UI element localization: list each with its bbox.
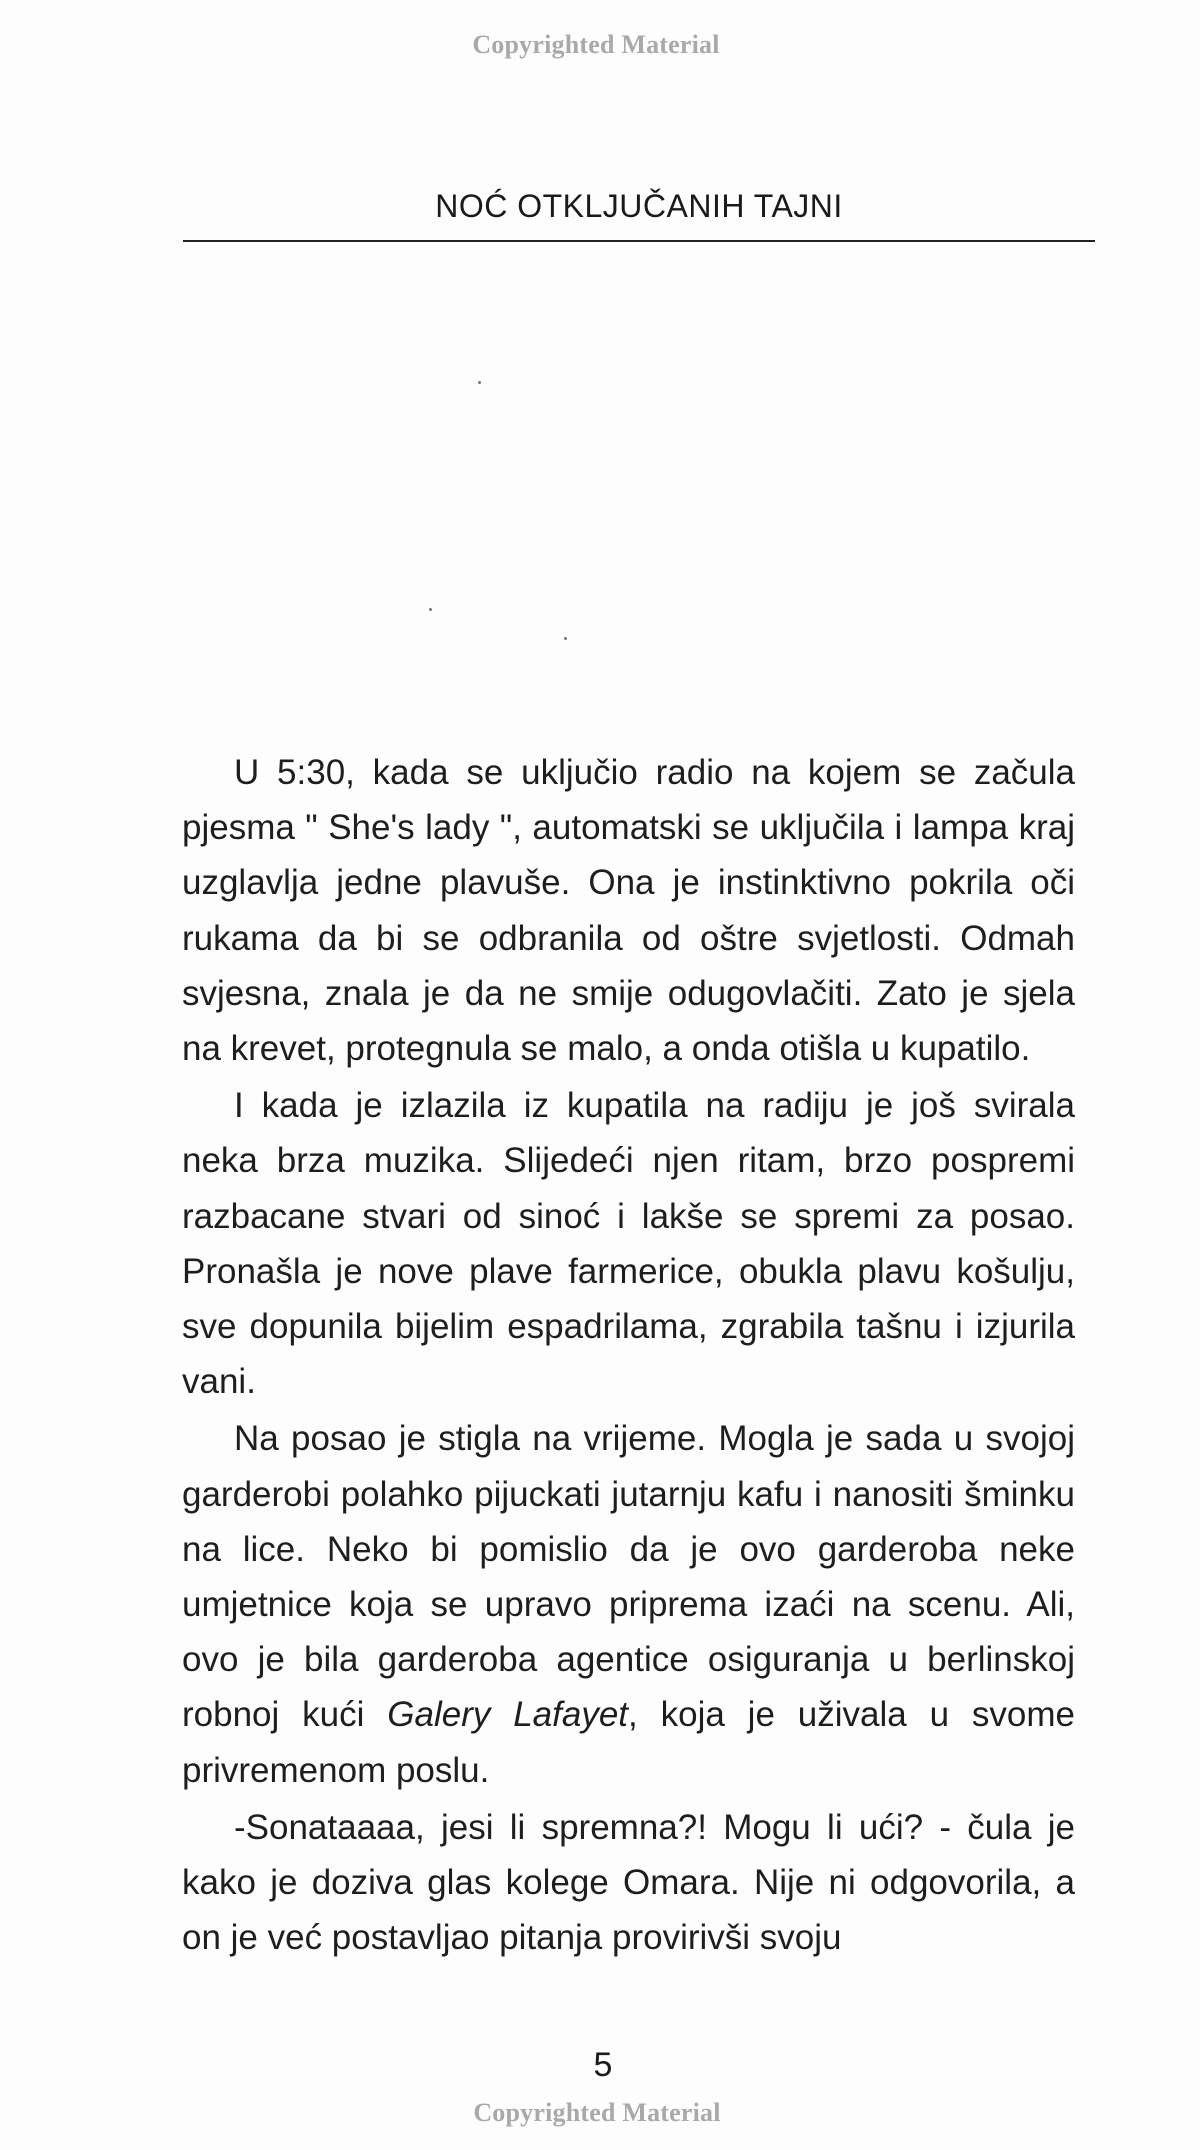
copyright-watermark-top: Copyrighted Material: [472, 30, 720, 59]
store-name-italic: Galery Lafayet: [387, 1695, 629, 1735]
chapter-body: [182, 745, 1075, 1965]
paragraph-2: I kada je izlazila iz kupatila na radiju je još svirala neka brza muzika. Slijedeći njen ritam, brzo pospremi razbacane stvari od sinoć i lakše se spremi za posao. Pronašla je nove plave farmerice, obukla plavu košulju, sve dopunila bijelim espadrilama, zgrabila tašnu i izjurila vani.: [182, 1086, 1075, 1402]
paragraph-3: [182, 1411, 1075, 1797]
page-number: 5: [593, 2046, 613, 2084]
scan-speck: [429, 608, 432, 611]
paragraph-4: -Sonataaaa, jesi li spremna?! Mogu li ući? - čula je kako je doziva glas kolege Omara. Nije ni odgovorila, a on je već postavljao pitanja provirivši svoju: [182, 1807, 1075, 1958]
scan-speck: [478, 381, 481, 384]
scan-speck: [564, 637, 567, 640]
running-head-title: NOĆ OTKLJUČANIH TAJNI: [435, 188, 843, 224]
header-rule: [183, 240, 1095, 242]
paragraph-1: U 5:30, kada se uključio radio na kojem se začula pjesma " She's lady ", automatski se uključila i lampa kraj uzglavlja jedne plavuše. Ona je instinktivno pokrila oči rukama da bi se odbranila od oštre svjetlosti. Odmah svjesna, znala je da ne smije odugovlačiti. Zato je sjela na krevet, protegnula se malo, a onda otišla u kupatilo.: [182, 753, 1075, 1069]
paragraph-3-text-before: Na posao je stigla na vrijeme. Mogla je sada u svojoj garderobi polahko pijuckati jutarnju kafu i nanositi šminku na lice. Neko bi pomislio da je ovo garderoba neke umjetnice koja se upravo priprema izaći na scenu. Ali, ovo je bila garderoba agentice osiguranja u berlinskoj robnoj kući: [182, 1419, 1075, 1735]
copyright-watermark-bottom: Copyrighted Material: [473, 2098, 721, 2127]
paragraph-3-text-after: , koja je uživala u svome privremenom poslu.: [182, 1695, 1076, 1790]
